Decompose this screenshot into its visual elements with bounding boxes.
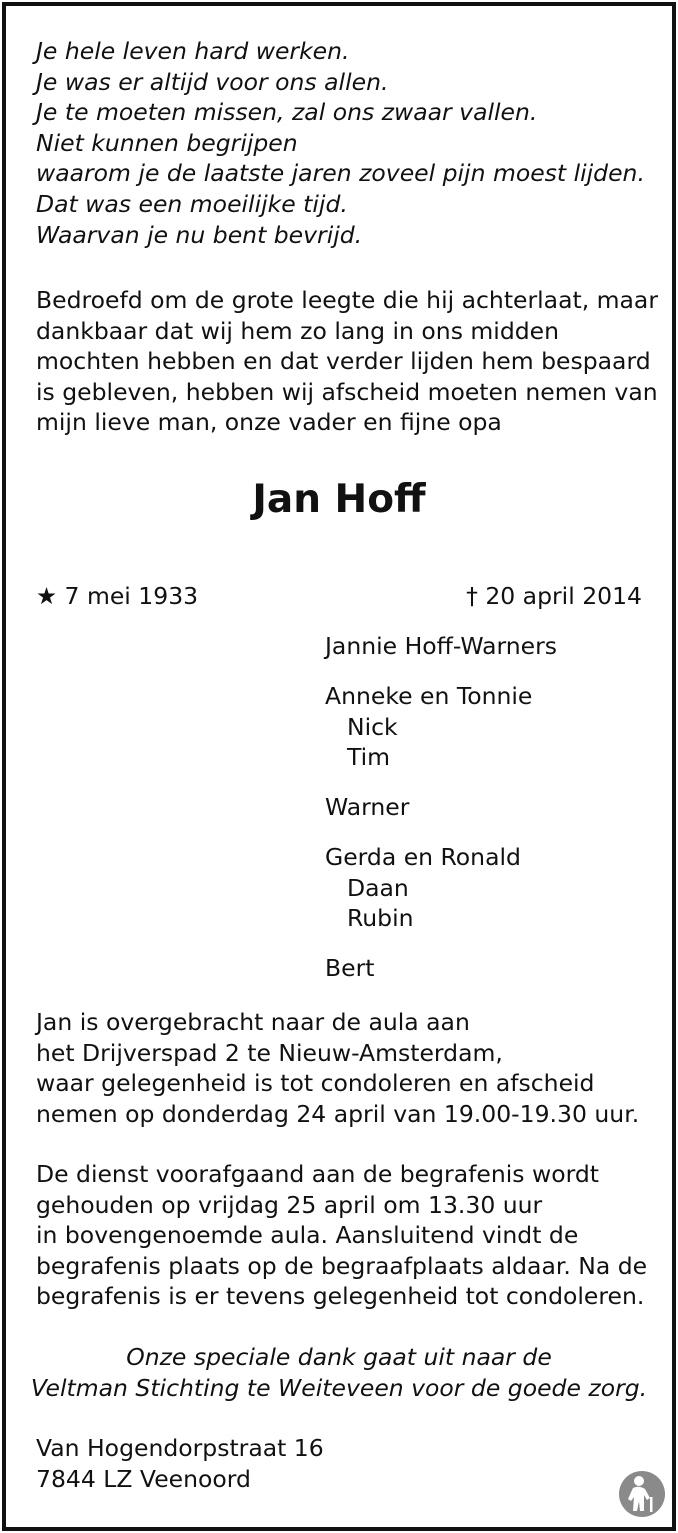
family-child: Rubin: [347, 904, 414, 932]
spouse-name: Jannie Hoff-Warners: [325, 632, 557, 660]
service-paragraph: [36, 1159, 647, 1312]
intro-line: mochten hebben en dat verder lijden hem bespaard: [36, 347, 651, 376]
family-group: [325, 681, 557, 773]
logo-head: [634, 1476, 644, 1486]
family-spouse: [325, 631, 557, 662]
poem-line: waarom je de laatste jaren zoveel pijn moest lijden.: [36, 159, 645, 188]
address-street: Van Hogendorpstraat 16: [36, 1434, 324, 1462]
poem-line: Waarvan je nu bent bevrijd.: [36, 220, 363, 249]
service-line: gehouden op vrijdag 25 april om 13.30 uur: [36, 1190, 543, 1219]
service-line: De dienst voorafgaand aan de begrafenis wordt: [36, 1160, 599, 1188]
family-child: Nick: [347, 712, 398, 741]
family-group: [325, 953, 557, 984]
logo-cane: [650, 1497, 653, 1512]
address: [36, 1433, 324, 1494]
deceased-name: Jan Hoff: [252, 477, 426, 522]
intro-line: is gebleven, hebben wij afscheid moeten nemen van: [36, 377, 658, 406]
family-group: [325, 792, 557, 823]
poem-line: Je te moeten missen, zal ons zwaar vallen.: [36, 98, 538, 127]
intro-line: Bedroefd om de grote leegte die hij achterlaat, maar: [36, 286, 658, 314]
aula-line: nemen op donderdag 24 april van 19.00-19.30 uur.: [36, 1099, 640, 1128]
family-parents: Anneke en Tonnie: [325, 682, 533, 710]
poem-line: Dat was een moeilijke tijd.: [36, 189, 348, 218]
intro-line: mijn lieve man, onze vader en fijne opa: [36, 408, 502, 437]
service-line: begrafenis is er tevens gelegenheid tot condoleren.: [36, 1282, 645, 1311]
poem-line: Je hele leven hard werken.: [36, 37, 350, 65]
intro-line: dankbaar dat wij hem zo lang in ons midden: [36, 316, 560, 345]
aula-line: het Drijverspad 2 te Nieuw-Amsterdam,: [36, 1038, 503, 1067]
poem-line: Niet kunnen begrijpen: [36, 128, 298, 157]
family-list: [325, 631, 557, 1003]
birth-date: ★ 7 mei 1933: [36, 582, 199, 610]
death-date: † 20 april 2014: [466, 582, 642, 610]
service-line: in bovengenoemde aula. Aansluitend vindt de: [36, 1221, 579, 1250]
intro-paragraph: [36, 285, 658, 438]
mourning-figure-icon: [617, 1467, 667, 1519]
family-parents: Bert: [325, 954, 375, 982]
poem-line: Je was er altijd voor ons allen.: [36, 67, 389, 96]
thanks-line: Onze speciale dank gaat uit naar de: [126, 1343, 552, 1371]
aula-paragraph: [36, 1007, 639, 1129]
aula-line: waar gelegenheid is tot condoleren en afscheid: [36, 1069, 595, 1098]
family-child: Tim: [347, 743, 391, 771]
poem: [36, 36, 645, 250]
service-line: begrafenis plaats op de begraafplaats aldaar. Na de: [36, 1251, 648, 1280]
family-group: [325, 842, 557, 934]
thanks-line: Veltman Stichting te Weiteveen voor de goede zorg.: [30, 1373, 648, 1402]
thanks-paragraph: [0, 1342, 678, 1403]
family-parents: Warner: [325, 793, 410, 821]
family-parents: Gerda en Ronald: [325, 843, 521, 871]
aula-line: Jan is overgebracht naar de aula aan: [36, 1008, 470, 1036]
address-city: 7844 LZ Veenoord: [36, 1464, 251, 1493]
family-child: Daan: [347, 873, 409, 902]
